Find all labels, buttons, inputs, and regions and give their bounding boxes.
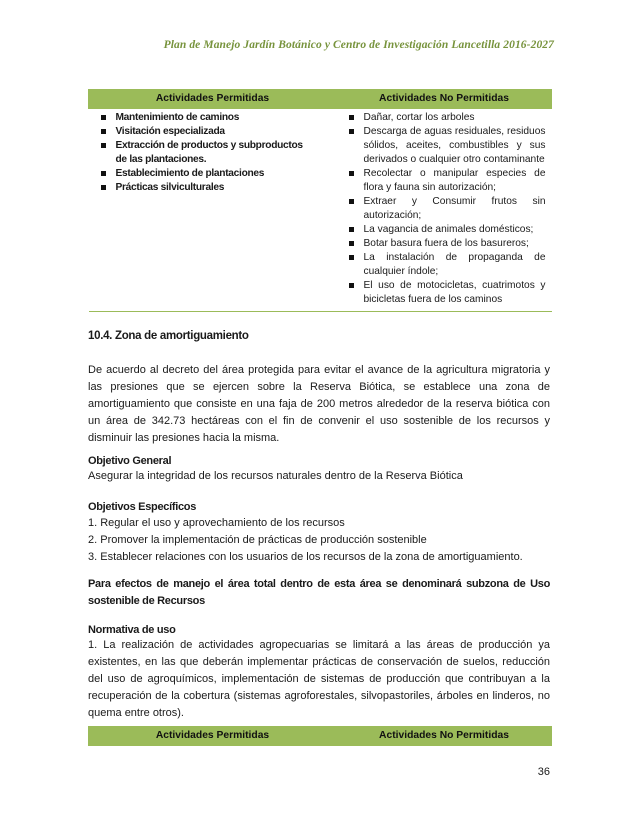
column-header-no-permitidas: Actividades No Permitidas [337,90,552,109]
section-title: 10.4. Zona de amortiguamiento [88,330,249,342]
list-item: El uso de motocicletas, cuatrimotos y bicicletas fuera de los caminos [347,279,546,307]
list-item: La instalación de propaganda de cualquier índole; [347,251,546,279]
permitidas-cell [89,109,337,312]
objetivos-especificos-heading: Objetivos Específicos [88,501,197,513]
list-item: Dañar, cortar los arboles [347,111,546,125]
column-header-permitidas: Actividades Permitidas [89,727,337,746]
normativa-heading: Normativa de uso [88,624,176,636]
list-item: Descarga de aguas residuales, residuos sólidos, aceites, combustibles y sus derivados o cualquier otro contaminante [347,125,546,167]
objetivo-general-text: Asegurar la integridad de los recursos naturales dentro de la Reserva Biótica [88,470,463,482]
list-item: Mantenimiento de caminos [99,111,331,125]
page-number: 36 [537,766,550,778]
page-header: Plan de Manejo Jardín Botánico y Centro de Investigación Lancetilla 2016-2027 [163,39,554,51]
column-header-no-permitidas: Actividades No Permitidas [337,727,552,746]
list-item: Botar basura fuera de los basureros; [347,237,546,251]
list-item: 2. Promover la implementación de prácticas de producción sostenible [88,534,427,546]
activities-table [88,89,552,312]
list-item: Extraer y Consumir frutos sin autorización; [347,195,546,223]
objetivo-general-heading: Objetivo General [88,455,172,467]
permitidas-list [99,111,331,195]
normativa-paragraph: 1. La realización de actividades agropecuarias se limitará a las áreas de producción ya existentes, en las que deberán implementar prácticas de conservación de suelos, reducción del uso de agroquímicos, implementación de sistemas de producción que contribuyan a la recuperación de la cobertura (sistemas agroforestales, silvopastoriles, árboles en linderos, no quema entre otros). [88,639,550,719]
no-permitidas-cell [337,109,552,312]
list-item: Extracción de productos y subproductos de las plantaciones. [99,139,331,167]
intro-paragraph: De acuerdo al decreto del área protegida para evitar el avance de la agricultura migratoria y las presiones que se ejercen sobre la Reserva Biótica, se establece una zona de amortiguamiento que consiste en una faja de 200 metros alrededor de la reserva biótica con un área de 342.73 hectáreas con el fin de convenir el uso sostenible de los recursos y disminuir las presiones hacia la misma. [88,364,550,444]
activities-table-continued [88,726,552,746]
list-item: 3. Establecer relaciones con los usuarios de los recursos de la zona de amortiguamiento. [88,551,523,563]
list-item: La vagancia de animales domésticos; [347,223,546,237]
objetivos-especificos-list [88,515,550,566]
list-item: 1. Regular el uso y aprovechamiento de los recursos [88,517,345,529]
list-item: Visitación especializada [99,125,331,139]
column-header-permitidas: Actividades Permitidas [89,90,337,109]
subzona-paragraph: Para efectos de manejo el área total dentro de esta área se denominará subzona de Uso sostenible de Recursos [88,578,550,607]
no-permitidas-list [347,111,546,307]
list-item: Establecimiento de plantaciones [99,167,331,181]
list-item: Recolectar o manipular especies de flora y fauna sin autorización; [347,167,546,195]
list-item: Prácticas silviculturales [99,181,331,195]
